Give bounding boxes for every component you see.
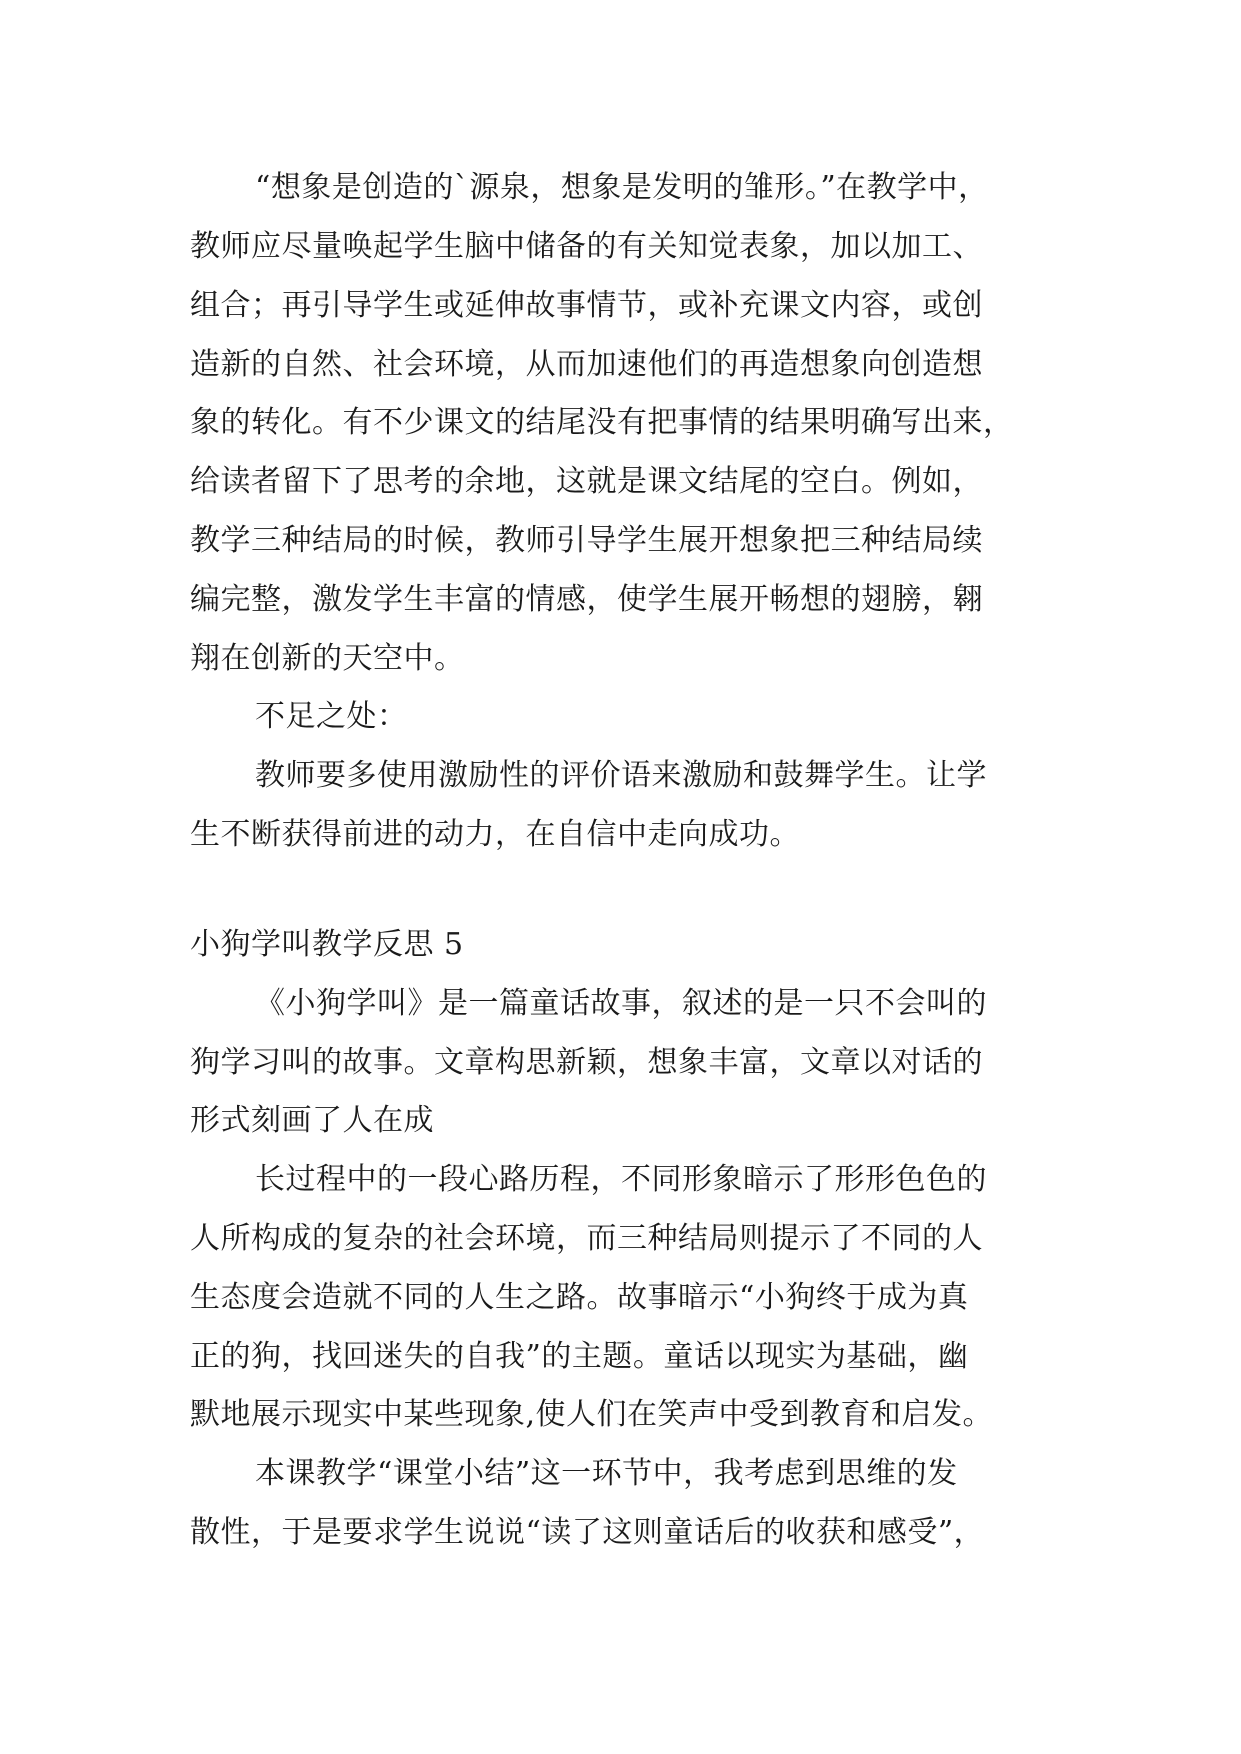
paragraph-line: 象的转化。有不少课文的结尾没有把事情的结果明确写出来， bbox=[190, 405, 1014, 440]
paragraph-line: 教师应尽量唤起学生脑中储备的有关知觉表象，加以加工、 bbox=[190, 229, 983, 264]
paragraph-line: 狗学习叫的故事。文章构思新颖，想象丰富，文章以对话的 bbox=[190, 1045, 983, 1080]
paragraph-line: 给读者留下了思考的余地，这就是课文结尾的空白。例如， bbox=[190, 464, 983, 499]
paragraph-line: 生不断获得前进的动力，在自信中走向成功。 bbox=[190, 817, 800, 852]
paragraph-line: 编完整，激发学生丰富的情感，使学生展开畅想的翅膀，翱 bbox=[190, 582, 983, 617]
paragraph-line: 形式刻画了人在成 bbox=[190, 1103, 434, 1138]
paragraph-line: 长过程中的一段心路历程，不同形象暗示了形形色色的 bbox=[255, 1162, 987, 1197]
paragraph-line: 散性，于是要求学生说说“读了这则童话后的收获和感受”， bbox=[190, 1515, 985, 1550]
section-heading: 小狗学叫教学反思 5 bbox=[190, 927, 464, 962]
paragraph-line: 《小狗学叫》是一篇童话故事，叙述的是一只不会叫的 bbox=[255, 986, 987, 1021]
paragraph-line: 造新的自然、社会环境，从而加速他们的再造想象向创造想 bbox=[190, 347, 983, 382]
paragraph-line: 本课教学“课堂小结”这一环节中，我考虑到思维的发 bbox=[255, 1456, 958, 1491]
paragraph-line: 教师要多使用激励性的评价语来激励和鼓舞学生。让学 bbox=[255, 758, 987, 793]
paragraph-line: “想象是创造的`源泉，想象是发明的雏形。”在教学中， bbox=[255, 170, 989, 205]
paragraph-line: 生态度会造就不同的人生之路。故事暗示“小狗终于成为真 bbox=[190, 1280, 969, 1315]
paragraph-line: 人所构成的复杂的社会环境，而三种结局则提示了不同的人 bbox=[190, 1221, 983, 1256]
paragraph-line: 翔在创新的天空中。 bbox=[190, 641, 465, 676]
section-label: 不足之处： bbox=[255, 699, 408, 734]
paragraph-line: 默地展示现实中某些现象,使人们在笑声中受到教育和启发。 bbox=[190, 1397, 994, 1432]
paragraph-line: 组合；再引导学生或延伸故事情节，或补充课文内容，或创 bbox=[190, 288, 983, 323]
paragraph-line: 教学三种结局的时候，教师引导学生展开想象把三种结局续 bbox=[190, 523, 983, 558]
paragraph-line: 正的狗，找回迷失的自我”的主题。童话以现实为基础，幽 bbox=[190, 1339, 969, 1374]
